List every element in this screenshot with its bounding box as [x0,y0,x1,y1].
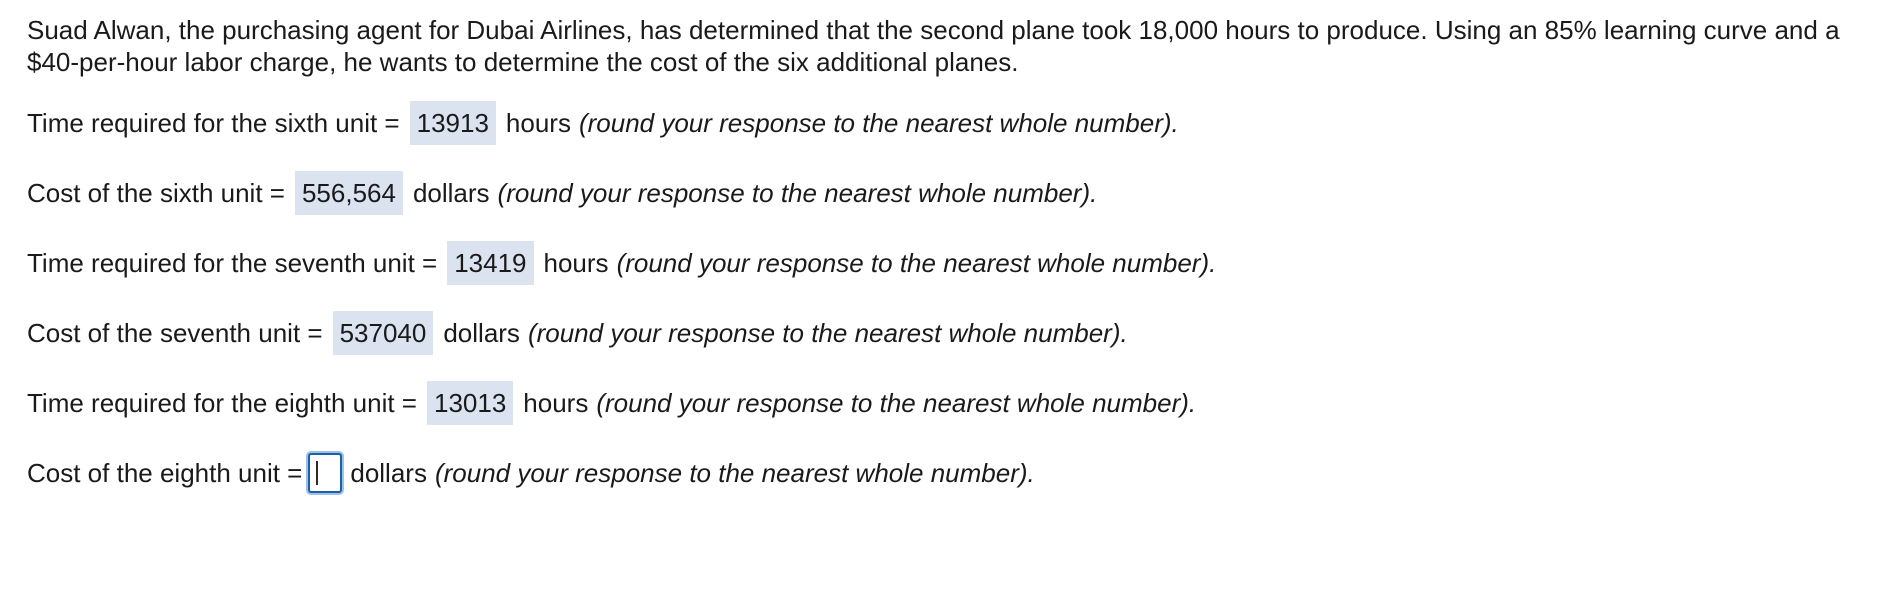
unit-label: dollars [350,457,427,488]
rounding-instruction: (round your response to the nearest whole number). [497,177,1098,208]
row-label: Cost of the sixth unit = [27,177,285,208]
unit-label: hours [505,107,571,138]
answer-field-sixth-cost[interactable]: 556,564 [295,171,403,215]
rounding-instruction: (round your response to the nearest whole number). [434,457,1035,488]
rounding-instruction: (round your response to the nearest whole number). [616,247,1217,278]
row-label: Cost of the eighth unit = [27,457,303,488]
row-eighth-unit-time [27,378,1867,428]
row-label: Time required for the seventh unit = [27,247,438,278]
row-sixth-unit-cost [27,168,1867,218]
answer-field-eighth-time[interactable]: 13013 [427,381,513,425]
question-content [27,14,1867,498]
unit-label: dollars [443,317,520,348]
rounding-instruction: (round your response to the nearest whole number). [596,387,1197,418]
row-seventh-unit-time [27,238,1867,288]
rounding-instruction: (round your response to the nearest whole number). [578,107,1179,138]
text-caret [316,461,318,485]
unit-label: dollars [412,177,490,208]
answer-input-eighth-cost[interactable] [308,453,342,493]
row-eighth-unit-cost [27,448,1867,498]
answer-field-sixth-time[interactable]: 13913 [410,101,496,145]
unit-label: hours [543,247,609,278]
answer-field-seventh-time[interactable]: 13419 [447,241,533,285]
rounding-instruction: (round your response to the nearest whole number). [527,317,1128,348]
row-label: Cost of the seventh unit = [27,317,323,348]
row-sixth-unit-time [27,98,1867,148]
row-label: Time required for the eighth unit = [27,387,417,418]
row-label: Time required for the sixth unit = [27,107,400,138]
row-seventh-unit-cost [27,308,1867,358]
answer-field-seventh-cost[interactable]: 537040 [333,311,434,355]
unit-label: hours [523,387,589,418]
problem-statement: Suad Alwan, the purchasing agent for Dubai Airlines, has determined that the second plane took 18,000 hours to produce. Using an 85% learning curve and a $40-per-hour labor charge, he wants to determine the cost of the six additional planes. [27,15,1840,77]
